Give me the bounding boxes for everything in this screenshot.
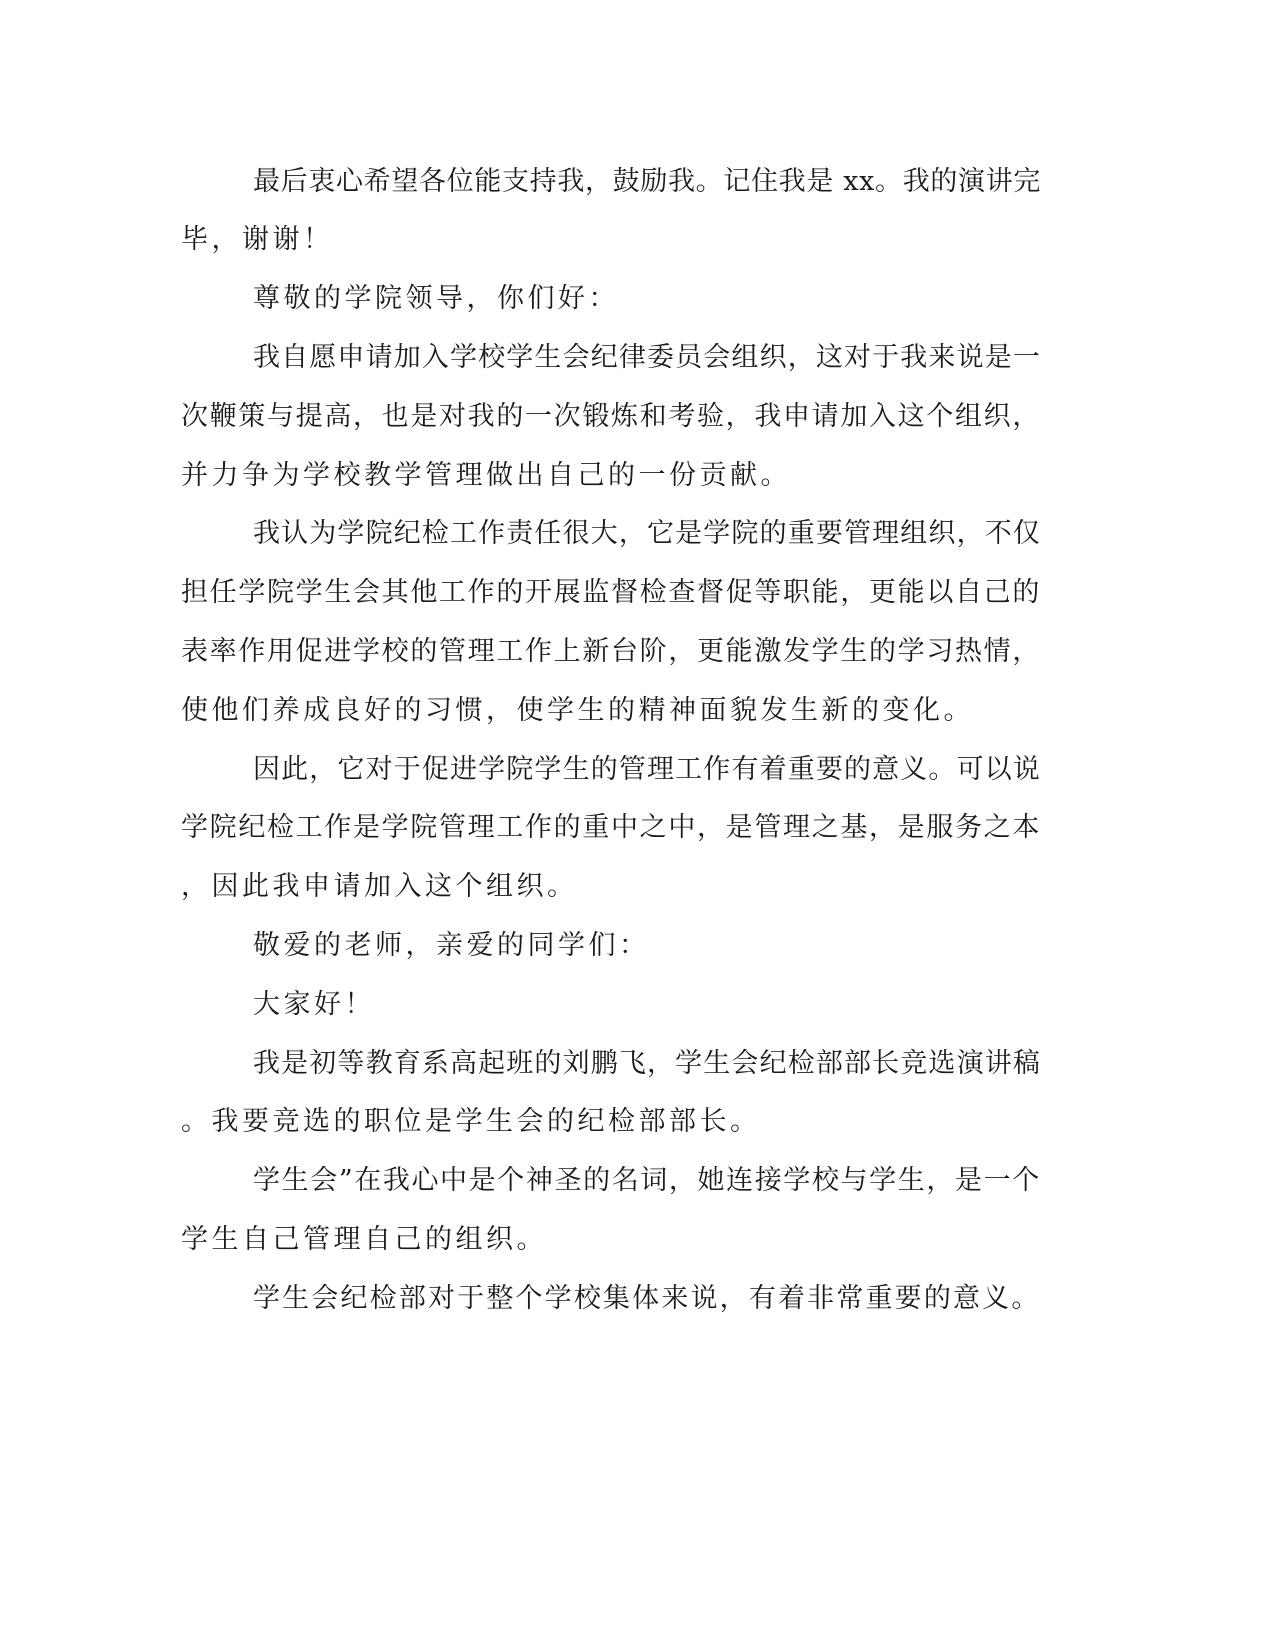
text-line: 因此，它对于促进学院学生的管理工作有着重要的意义。可以说 [253, 754, 1041, 785]
text-line: 。我要竞选的职位是学生会的纪检部部长。 [181, 1106, 761, 1137]
text-line: 学院纪检工作是学院管理工作的重中之中，是管理之基，是服务之本 [181, 812, 1041, 843]
text-line: 使他们养成良好的习惯，使学生的精神面貌发生新的变化。 [181, 695, 974, 726]
text-line: 尊敬的学院领导，你们好： [253, 283, 619, 314]
text-line: 次鞭策与提高，也是对我的一次锻炼和考验，我申请加入这个组织， [181, 401, 1041, 432]
text-line: 担任学院学生会其他工作的开展监督检查督促等职能，更能以自己的 [181, 577, 1041, 608]
text-line: 敬爱的老师，亲爱的同学们： [253, 930, 650, 961]
text-line: 我认为学院纪检工作责任很大，它是学院的重要管理组织，不仅 [253, 518, 1041, 549]
text-line: 我是初等教育系高起班的刘鹏飞，学生会纪检部部长竞选演讲稿 [253, 1048, 1041, 1079]
text-line: 并力争为学校教学管理做出自己的一份贡献。 [181, 460, 791, 491]
text-line: 大家好！ [253, 989, 375, 1020]
text-line: 毕，谢谢！ [181, 224, 334, 255]
text-line: 学生会”在我心中是个神圣的名词，她连接学校与学生，是一个 [253, 1165, 1041, 1196]
text-line: 最后衷心希望各位能支持我，鼓励我。记住我是 xx。我的演讲完 [253, 166, 1042, 197]
text-line: 表率作用促进学校的管理工作上新台阶，更能激发学生的学习热情， [181, 636, 1041, 667]
text-line: 学生自己管理自己的组织。 [181, 1224, 547, 1255]
text-line: 我自愿申请加入学校学生会纪律委员会组织，这对于我来说是一 [253, 342, 1041, 373]
text-line: 学生会纪检部对于整个学校集体来说，有着非常重要的意义。 [253, 1283, 1041, 1314]
text-line: ，因此我申请加入这个组织。 [181, 871, 578, 902]
